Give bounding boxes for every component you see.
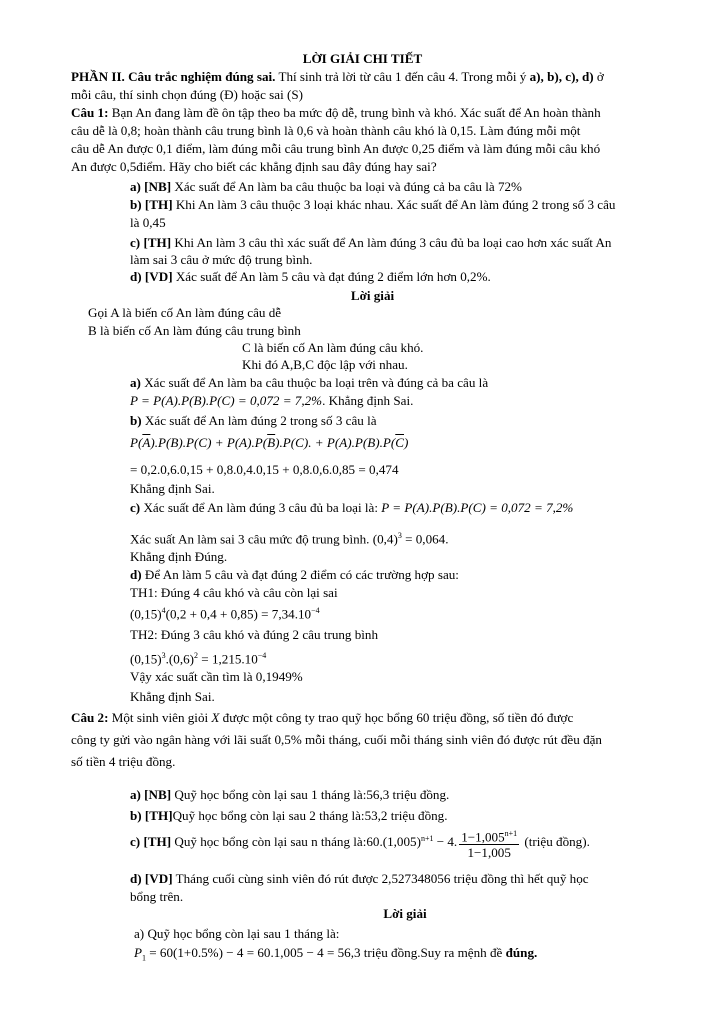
sol1-b-formula2: = 0,2.0,6.0,15 + 0,8.0,4.0,15 + 0,8.0,6.0,85 = 0,474 [130,462,399,477]
q2-option-d-cont: bổng trên. [130,889,184,904]
q2-option-c-fraction: $\frac{1-1,005^{n+1}}{1-1,005}$ [459,826,519,860]
q2-text-line3: số tiền 4 triệu đồng. [71,754,176,769]
sol2-a-formula: $P_1 = 60(1+0.5\%) - 4 = 60.1,005 - 4 = 56,3$ triệu đồng.Suy ra mệnh đề đúng. [134,945,538,963]
sol1-line2: B là biến cố An làm đúng câu trung bình [88,323,301,338]
q2-option-d: d) [VD] Tháng cuối cùng sinh viên đó rút được 2,527348056 triệu đồng thì hết quỹ học [130,871,589,886]
q1-text-line1: Câu 1: Bạn An đang làm đề ôn tập theo ba mức độ dễ, trung bình và khó. Xác suất để An hoàn thành [71,105,601,120]
sol1-d-case2-formula: $(0,15)^3.(0,6)^2 = 1,215.10^{-4}$ [130,651,267,667]
sol1-d-case1: TH1: Đúng 4 câu khó và câu còn lại sai [130,585,338,600]
q2-text-line2: công ty gửi vào ngân hàng với lãi suất 0,5% mỗi tháng, cuối mỗi tháng sinh viên đó được rút đều đặn [71,732,602,747]
sol1-c-text2: Xác suất An làm sai 3 câu mức độ trung bình. $(0,4)^3 = 0,064$. [130,531,449,547]
sol1-b-text: b) Xác suất để An làm đúng 2 trong số 3 câu là [130,413,377,428]
q2-option-a: a) [NB] Quỹ học bổng còn lại sau 1 tháng là:56,3 triệu đồng. [130,787,450,802]
solution-label-1: Lời giải [350,288,395,303]
sol1-d-text: d) Để An làm 5 câu và đạt đúng 2 điểm có các trường hợp sau: [130,567,459,582]
sol1-line3: C là biến cố An làm đúng câu khó. [242,340,424,355]
part2-heading: PHẦN II. Câu trắc nghiệm đúng sai. Thí sinh trả lời từ câu 1 đến câu 4. Trong mỗi ý a), b), c), d) ở [71,69,604,84]
q1-option-c-cont: làm sai 3 câu ở mức độ trung bình. [130,252,313,267]
sol1-d-case1-formula: $(0,15)^4(0,2 + 0,4 + 0,85) = 7,34.10^{-4}$ [130,606,320,622]
q1-option-c: c) [TH] Khi An làm 3 câu thì xác suất để An làm đúng 3 câu đủ ba loại cao hơn xác suất An [130,235,612,250]
part2-heading-line2: mỗi câu, thí sinh chọn đúng (Đ) hoặc sai (S) [71,87,304,102]
sol1-d-conclusion: Khẳng định Sai. [130,689,215,704]
solution-label-2: Lời giải [383,906,427,921]
sol1-line4: Khi đó A,B,C độc lập với nhau. [242,357,408,372]
q2-option-c: c) [TH] Quỹ học bổng còn lại sau n tháng $là:60.(1,005)^{n+1} - 4$. $\frac{1-1,005^{n+1}}{1-1,005}$ (triệu đồng). [130,826,590,860]
q1-option-b-cont: là 0,45 [130,215,166,230]
sol1-c-conclusion: Khẳng định Đúng. [130,549,228,564]
sol1-d-case2: TH2: Đúng 3 câu khó và đúng 2 câu trung bình [130,627,379,642]
q2-text-line1: Câu 2: Một sinh viên giỏi X được một công ty trao quỹ học bổng 60 triệu đồng, số tiền đó được [71,710,574,725]
q2-option-b: b) [TH]Quỹ học bổng còn lại sau 2 tháng là:53,2 triệu đồng. [130,808,448,823]
sol1-line1: Gọi A là biến cố An làm đúng câu dễ [88,305,282,320]
q1-text-line2: câu dễ là 0,8; hoàn thành câu trung bình là 0,6 và hoàn thành câu khó là 0,15. Làm đúng mỗi một [71,123,581,138]
q1-option-a: a) [NB] Xác suất để An làm ba câu thuộc ba loại và đúng cả ba câu là 72% [130,179,522,194]
q1-text-line4: An được 0,5điểm. Hãy cho biết các khẳng định sau đây đúng hay sai? [71,159,437,174]
sol1-a-formula: P = P(A).P(B).P(C) = 0,072 = 7,2%. Khẳng định Sai. [130,393,414,408]
sol1-d-summary: Vậy xác suất cần tìm là 0,1949% [130,669,303,684]
sol1-a-text: a) Xác suất để An làm ba câu thuộc ba loại trên và đúng cả ba câu là [130,375,489,390]
sol1-b-formula1: $P(\overline{A}).P(B).P(C) + P(A).P(\overline{B}).P(C)$. + $P(A).P(B).P(\overline{C})$ [130,435,409,450]
q1-text-line3: câu dễ An được 0,1 điểm, làm đúng mỗi câu trung bình An được 0,25 điểm và làm đúng mỗi câu khó [71,141,601,156]
document-title: LỜI GIẢI CHI TIẾT [302,51,423,66]
q1-option-b: b) [TH] Khi An làm 3 câu thuộc 3 loại khác nhau. Xác suất để An làm đúng 2 trong số 3 câu [130,197,616,212]
sol1-c-text: c) Xác suất để An làm đúng 3 câu đủ ba loại là: P = P(A).P(B).P(C) = 0,072 = 7,2% [130,500,574,515]
sol1-b-conclusion: Khẳng định Sai. [130,481,215,496]
q1-option-d: d) [VD] Xác suất để An làm 5 câu và đạt đúng 2 điểm lớn hơn 0,2%. [130,269,491,284]
sol2-a-text: a) Quỹ học bổng còn lại sau 1 tháng là: [134,926,340,941]
